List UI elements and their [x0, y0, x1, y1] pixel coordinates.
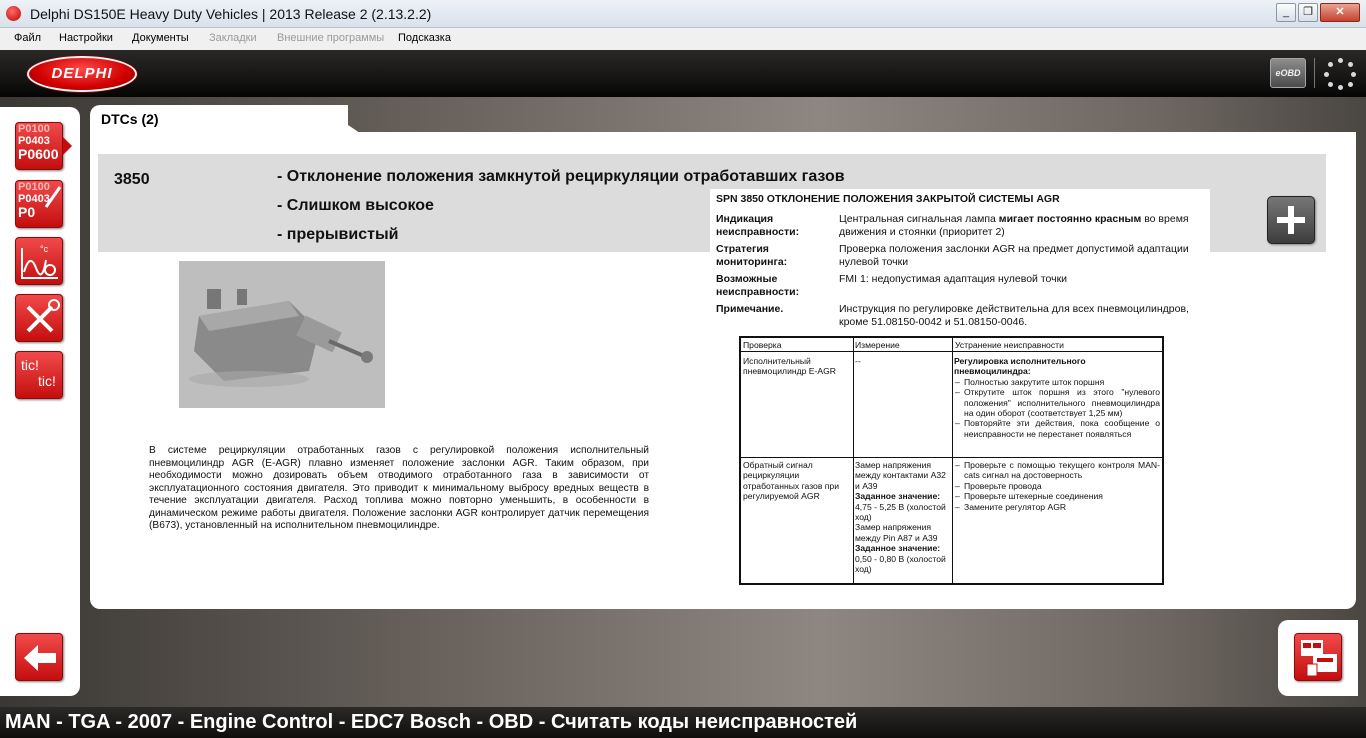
manual-title: SPN 3850 ОТКЛОНЕНИЕ ПОЛОЖЕНИЯ ЗАКРЫТОЙ СИСТЕМЫ AGR — [716, 193, 1060, 205]
header-divider — [1314, 58, 1315, 88]
row2-measure2: Замер напряжения между Pin A87 и A39 — [855, 522, 938, 543]
row2-target2-label: Заданное значение: — [855, 543, 941, 554]
menu-bar — [0, 28, 1366, 50]
status-bar — [0, 707, 1366, 738]
dtc-code-1: P0100 — [18, 123, 50, 135]
window-title: Delphi DS150E Heavy Duty Vehicles | 2013 Release 2 (2.13.2.2) — [30, 6, 432, 22]
row2-fix-item: – Проверьте с помощью текущего контроля MAN-cats сигнал на достоверность — [954, 460, 1160, 481]
svg-text:°c: °c — [40, 244, 49, 254]
live-data-icon — [16, 238, 63, 285]
clear-dtc-button[interactable] — [15, 180, 63, 228]
table-header-check: Проверка — [743, 340, 782, 350]
row2-target1-label: Заданное значение: — [855, 491, 941, 502]
dtc-status: - Слишком высокое — [277, 197, 434, 214]
row2-measure1: Замер напряжения между контактами A32 и A39 — [855, 460, 946, 491]
tic-label-2: tic! — [38, 373, 56, 389]
indication-bold: мигает постоянно красным — [998, 213, 1142, 225]
service-tools-button[interactable] — [15, 294, 63, 342]
app-header — [0, 50, 1366, 97]
row1-measure: -- — [855, 356, 861, 366]
dtc-description: - Отклонение положения замкнутой рециркуляции отработавших газов — [277, 168, 845, 185]
restore-button[interactable]: ❐ — [1298, 3, 1318, 22]
delphi-logo — [27, 56, 137, 92]
vehicle-breadcrumb: MAN - TGA - 2007 - Engine Control - EDC7 Bosch - OBD - Считать коды неисправностей — [5, 711, 858, 733]
expand-button[interactable] — [1267, 196, 1315, 244]
manual-label-faults: Возможные неисправности: — [716, 273, 800, 298]
dtc-code-3: P0600 — [18, 146, 59, 162]
indication-text-end: во время движения и стоянки (приоритет 2) — [839, 213, 1189, 238]
row2-fix-item: – Проверьте провода — [954, 481, 1160, 491]
clear-code-3: P0 — [18, 204, 36, 220]
row1-fix — [954, 356, 1160, 439]
manual-label-strategy: Стратегия мониторинга: — [716, 243, 788, 268]
actuator-illustration — [179, 261, 385, 408]
manual-value-indication — [839, 213, 1204, 239]
print-report-button[interactable] — [1294, 633, 1342, 681]
table-header-measure: Измерение — [855, 340, 900, 350]
row1-fix-item: – Повторяйте эти действия, пока сообщение о неисправности не перестанет появляться — [954, 418, 1160, 439]
dtc-code: 3850 — [114, 171, 150, 188]
back-button[interactable] — [15, 633, 63, 681]
menu-bookmarks: Закладки — [209, 32, 257, 44]
menu-file[interactable]: Файл — [14, 32, 42, 44]
row2-measure — [855, 460, 952, 574]
read-dtc-button[interactable] — [15, 122, 63, 170]
clear-code-2: P0403 — [18, 193, 50, 205]
window-controls — [1276, 3, 1360, 22]
row2-check: Обратный сигнал рециркуляции отработанных газов при регулируемой AGR — [743, 460, 840, 502]
row2-target1-value: 4,75 - 5,25 В (холостой ход) — [855, 501, 946, 523]
tic-button[interactable] — [15, 351, 63, 399]
manual-value-faults: FMI 1: недопустимая адаптация нулевой точки — [839, 273, 1068, 285]
row2-fix — [954, 460, 1160, 512]
row1-check: Исполнительный пневмоцилиндр E-AGR — [743, 356, 837, 377]
loading-spinner-icon — [1324, 58, 1356, 90]
menu-documents[interactable]: Документы — [132, 32, 189, 44]
wrench-screwdriver-icon — [16, 295, 63, 342]
manual-label-indication: Индикация неисправности: — [716, 213, 800, 238]
manual-value-note: Инструкция по регулировке действительна для всех пневмоцилиндров, кроме 51.08150-0042 и 51.08150-0046. — [839, 303, 1189, 328]
row2-fix-item: – Проверьте штекерные соединения — [954, 491, 1160, 501]
menu-settings[interactable]: Настройки — [59, 32, 113, 44]
logo-text: DELPHI — [51, 65, 113, 82]
tic-label-1: tic! — [21, 357, 39, 373]
indication-text: Центральная сигнальная лампа — [839, 213, 999, 225]
minimize-button[interactable]: _ — [1276, 3, 1296, 22]
app-icon — [6, 6, 21, 21]
arrow-left-icon — [16, 634, 64, 682]
row2-fix-item: – Замените регулятор AGR — [954, 502, 1160, 512]
row1-fix-item: – Открутите шток поршня из этого "нулевого положения" исполнительного пневмоцилиндра на один оборот (соответствует 1,25 мм) — [954, 387, 1160, 418]
table-header-fix: Устранение неисправности — [955, 340, 1064, 350]
menu-external-programs: Внешние программы — [277, 32, 385, 44]
dtc-type: - прерывистый — [277, 226, 399, 243]
component-image — [179, 261, 385, 408]
row2-target2-value: 0,50 - 0,80 В (холостой ход) — [855, 553, 946, 575]
menu-help[interactable]: Подсказка — [398, 32, 451, 44]
row1-fix-item: – Полностью закрутите шток поршня — [954, 377, 1160, 387]
dtc-explanation: В системе рециркуляции отработанных газов с регулировкой положения исполнительный пневмоцилиндр AGR (E-AGR) плавно изменяет положение заслонки AGR. Таким образом, при необходимости можно дозировать объем отводимого отработанного газа в зависимости от эксплуатационного состояния двигателя. Это приводит к минимальному выбросу вредных веществ в течение эксплуатации двигателя. Расход топлива можно повторно уменьшить, в особенности в динамическом режиме работы двигателя. Положение заслонки AGR контролирует датчик перемещения (B673), установленный на исполнительном пневмоцилиндре. — [149, 445, 649, 531]
row1-fix-title: Регулировка исполнительного пневмоцилиндра: — [954, 356, 1086, 377]
manual-value-strategy: Проверка положения заслонки AGR на предмет допустимой адаптации нулевой точки — [839, 243, 1189, 268]
close-button[interactable]: ✕ — [1320, 3, 1360, 22]
active-indicator — [63, 137, 72, 155]
eraser-icon — [42, 185, 62, 209]
title-bar — [0, 0, 1366, 28]
live-data-button[interactable] — [15, 237, 63, 285]
clear-code-1: P0100 — [18, 181, 50, 193]
printer-icon — [1295, 634, 1343, 682]
eobd-button[interactable]: eOBD — [1270, 58, 1306, 88]
tab-dtcs[interactable]: DTCs (2) — [101, 111, 159, 127]
manual-label-note: Примечание. — [716, 303, 784, 315]
dtc-code-2: P0403 — [18, 135, 50, 147]
